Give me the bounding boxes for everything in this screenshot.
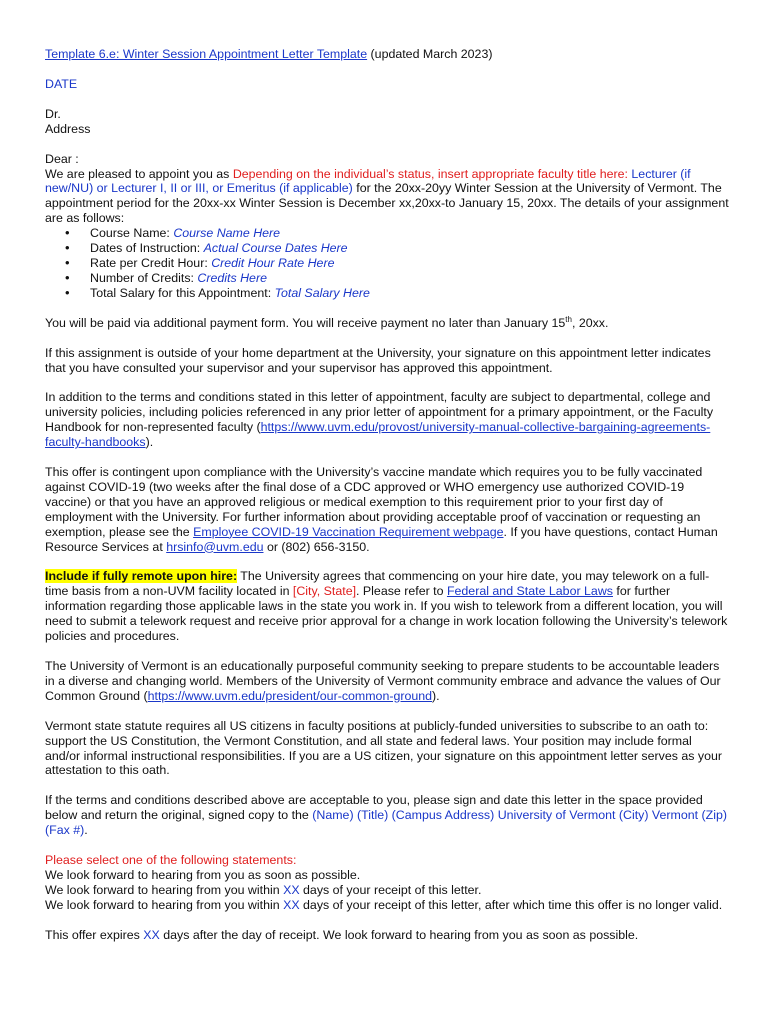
common-ground-link[interactable]: https://www.uvm.edu/president/our-common-ground bbox=[147, 688, 433, 703]
statement-option-1: We look forward to hearing from you as soon as possible. bbox=[45, 867, 361, 882]
covid-vaccination-link[interactable]: Employee COVID-19 Vaccination Requirement webpage bbox=[193, 524, 504, 539]
statement-text-end: days of your receipt of this letter, after which time this offer is no longer valid. bbox=[299, 897, 723, 912]
detail-label: Total Salary for this Appointment: bbox=[90, 285, 275, 300]
faculty-handbook-link-part2: faculty-handbooks bbox=[45, 435, 146, 450]
expiry-paragraph bbox=[45, 928, 729, 943]
oath-paragraph: Vermont state statute requires all US citizens in faculty positions at publicly-funded universities to subscribe to an oath to: support the US Constitution, the Vermont Constitution, and all state and federal laws. Your position may include formal and/or informal instructional responsibilities. If you are a US citizen, your signature on this appointment letter serves as your attestation to this oath. bbox=[45, 718, 722, 778]
remote-text-3: for further information regarding those applicable laws in the state you work in. If you wish to telework from a different location, you will need to submit a telework request and receive prior approval for a change in work location following the University’s telework policies and procedures. bbox=[45, 584, 728, 644]
hr-email-link[interactable]: hrsinfo@uvm.edu bbox=[166, 539, 264, 554]
terms-paragraph bbox=[45, 390, 729, 450]
intro-text-2: for the 20xx-20yy Winter Session at the University of Vermont. The appointment period for the 20xx-xx Winter Session is December xx,20xx-to January 15, 20xx. The details of your assignment are as follows: bbox=[45, 181, 729, 226]
template-link[interactable]: Template 6.e: Winter Session Appointment Letter Template bbox=[45, 47, 368, 61]
acceptance-paragraph bbox=[45, 793, 729, 838]
title-instruction: Depending on the individual’s status, insert appropriate faculty title here: bbox=[232, 166, 632, 181]
intro-paragraph bbox=[45, 167, 729, 227]
vaccine-contact-text: . If you have questions, contact Human Resource Services at bbox=[45, 524, 718, 554]
expiry-text: This offer expires bbox=[45, 927, 144, 942]
payment-year: , 20xx. bbox=[571, 315, 609, 330]
statements-prompt: Please select one of the following statements: bbox=[45, 853, 297, 868]
detail-value: Credits Here bbox=[197, 270, 267, 285]
payment-paragraph bbox=[45, 316, 729, 331]
list-item bbox=[65, 241, 729, 256]
terms-text: In addition to the terms and conditions stated in this letter of appointment, faculty are subject to departmental, college and university policies, including policies referenced in any prior letter of appointment for a primary appointment, or the Faculty Handbook for non-represented faculty ( bbox=[45, 390, 714, 435]
vaccine-paragraph bbox=[45, 465, 729, 554]
detail-value: Credit Hour Rate Here bbox=[211, 255, 335, 270]
updated-note: (updated March 2023) bbox=[367, 47, 493, 61]
acceptance-text: If the terms and conditions described above are acceptable to you, please sign and date this letter in the space provided below and return the original, signed copy to the bbox=[45, 793, 703, 823]
date-placeholder: DATE bbox=[45, 76, 78, 91]
detail-value: Actual Course Dates Here bbox=[203, 241, 348, 256]
payment-text: You will be paid via additional payment form. You will receive payment no later than January 15 bbox=[45, 315, 566, 330]
salutation: Dear : bbox=[45, 151, 79, 166]
recipient-address: Address bbox=[45, 121, 91, 136]
template-header bbox=[45, 47, 729, 62]
terms-close: ). bbox=[145, 435, 154, 450]
outside-department-paragraph: If this assignment is outside of your home department at the University, your signature on this appointment letter indicates that you have consulted your supervisor and your supervisor has approved this appointment. bbox=[45, 345, 711, 375]
vaccine-phone: or (802) 656-3150. bbox=[263, 539, 370, 554]
labor-laws-link[interactable]: Federal and State Labor Laws bbox=[446, 584, 613, 599]
expiry-text-end: days after the day of receipt. We look forward to hearing from you as soon as possible. bbox=[159, 927, 639, 942]
days-placeholder: XX bbox=[283, 897, 300, 912]
days-placeholder: XX bbox=[283, 882, 300, 897]
detail-label: Course Name: bbox=[90, 226, 174, 241]
community-close: ). bbox=[432, 688, 440, 703]
title-options: Lecturer (if new/NU) or Lecturer I, II or III, or Emeritus (if applicable) bbox=[45, 166, 691, 196]
assignment-details-list bbox=[45, 226, 729, 301]
remote-paragraph bbox=[45, 569, 729, 644]
faculty-handbook-link-part1: https://www.uvm.edu/provost/university-manual-collective-bargaining-agreements- bbox=[260, 420, 711, 435]
statement-option-2 bbox=[45, 883, 729, 898]
list-item bbox=[65, 271, 729, 286]
letter-body bbox=[45, 47, 729, 943]
recipient-dr: Dr. bbox=[45, 106, 61, 121]
vaccine-text: This offer is contingent upon compliance with the University’s vaccine mandate which requires you to be fully vaccinated against COVID-19 (two weeks after the final dose of a CDC approved or WHO emergency use authorized COVID-19 vaccine) or that you have an approved religious or medical exemption to this requirement prior to your first day of employment with the University. For further information about providing acceptable proof of vaccination or requesting an exemption, please see the bbox=[45, 465, 703, 539]
community-paragraph bbox=[45, 659, 729, 704]
city-state-placeholder: [City, State] bbox=[292, 584, 357, 599]
remote-text-2: . Please refer to bbox=[356, 584, 447, 599]
days-placeholder: XX bbox=[143, 927, 160, 942]
ordinal-suffix: th bbox=[565, 314, 572, 324]
remote-highlight: Include if fully remote upon hire: bbox=[45, 569, 238, 584]
detail-value: Course Name Here bbox=[173, 226, 281, 241]
intro-text: We are pleased to appoint you as bbox=[45, 166, 233, 181]
acceptance-close: . bbox=[84, 823, 88, 838]
detail-label: Dates of Instruction: bbox=[90, 241, 204, 256]
statement-option-3 bbox=[45, 898, 729, 913]
return-address-placeholder: (Name) (Title) (Campus Address) University of Vermont (City) Vermont (Zip) (Fax #) bbox=[45, 808, 727, 838]
statement-text: We look forward to hearing from you within bbox=[45, 882, 284, 897]
list-item bbox=[65, 256, 729, 271]
statement-text-end: days of your receipt of this letter. bbox=[299, 882, 482, 897]
detail-value: Total Salary Here bbox=[274, 285, 370, 300]
community-text: The University of Vermont is an educationally purposeful community seeking to prepare students to be accountable leaders in a diverse and changing world. Members of the University of Vermont community embrace and advance the values of Our Common Ground ( bbox=[45, 659, 721, 703]
statement-text: We look forward to hearing from you within bbox=[45, 897, 284, 912]
remote-text: The University agrees that commencing on your hire date, you may telework on a full-time basis from a non-UVM facility located in bbox=[45, 569, 710, 599]
detail-label: Rate per Credit Hour: bbox=[90, 255, 212, 270]
list-item bbox=[65, 286, 729, 301]
list-item bbox=[65, 226, 729, 241]
detail-label: Number of Credits: bbox=[90, 270, 198, 285]
